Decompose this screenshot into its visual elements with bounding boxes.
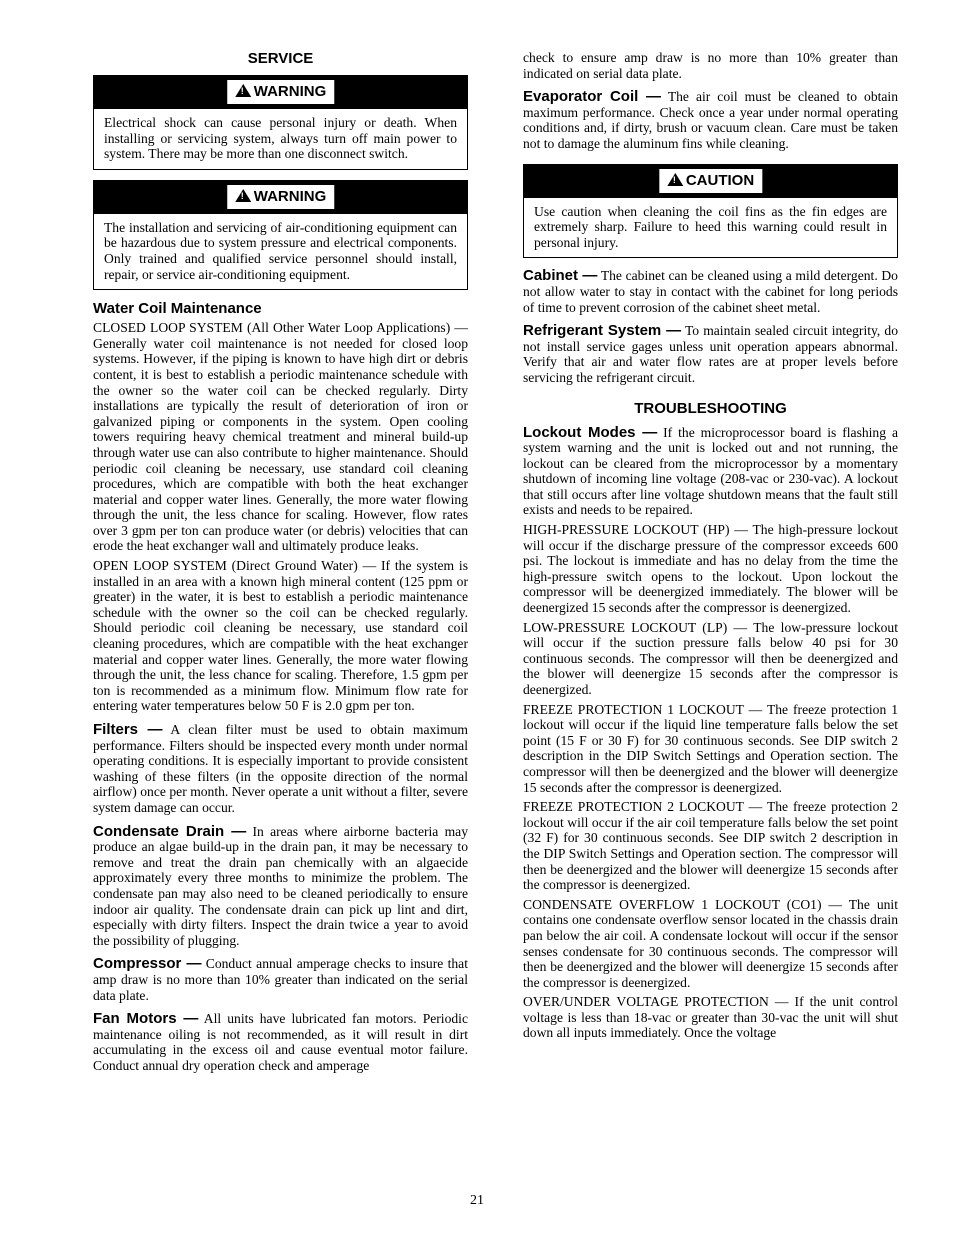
caution-label-text: CAUTION — [685, 171, 755, 189]
filters-text: A clean filter must be used to obtain maximum performance. Filters should be inspected every month under normal operating conditions. It is especially important to provide consistent washing of these filters (in the opposite direction of the normal airflow) once per month. Never operate a unit without a filter, severe system damage can occur. — [93, 722, 468, 815]
compressor-lead: Compressor — — [93, 955, 202, 973]
refrigerant-lead: Refrigerant System — — [523, 322, 682, 340]
evaporator-paragraph — [523, 89, 898, 151]
fan-motors-lead: Fan Motors — — [93, 1010, 199, 1028]
lockout-text: If the microprocessor board is flashing a system warning and the unit is locked out and not running, the lockout can be cleared from the microprocessor by a momentary shutdown of incoming line voltage (208-vac or 230-vac). A lockout that still occurs after line voltage shutdown means that the fault still exists and needs to be repaired. — [523, 424, 898, 518]
condensate-text: In areas where airborne bacteria may produce an algae build-up in the drain pan, it may be necessary to remove and treat the drain pan chemically with an algaecide approximately every three months to minimize the problem. The condensate pan may also need to be cleaned periodically to ensure indoor air quality. The condensate drain can pick up lint and dirt, especially with dirty filters. Inspect the drain twice a year to avoid the possibility of plugging. — [93, 823, 469, 948]
fp1-lockout-paragraph: FREEZE PROTECTION 1 LOCKOUT — The freeze protection 1 lockout will occur if the liquid line temperature falls below the set point (15 F or 30 F) for 30 continuous seconds. See DIP switch 2 description in the DIP Switch Settings and Operation section. The compressor will then be deenergized and the blower will deenergize 15 seconds after the compressor is deenergized. — [523, 701, 898, 795]
warning-text-1: Electrical shock can cause personal injury or death. When installing or servicing system, always turn off main power to system. There may be more than one disconnect switch. — [104, 115, 457, 162]
lp-lockout-paragraph: LOW-PRESSURE LOCKOUT (LP) — The low-pressure lockout will occur if the suction pressure falls below 40 psi for 30 continuous seconds. The compressor will then be deenergized and the blower will deenergize 15 seconds after the compressor is deenergized. — [523, 619, 898, 697]
warning-label-1 — [227, 80, 335, 104]
warning-triangle-icon — [235, 84, 251, 97]
hp-lockout-paragraph: HIGH-PRESSURE LOCKOUT (HP) — The high-pressure lockout will occur if the discharge pressure of the compressor exceeds 600 psi. The lockout is immediate and has no delay from the time the high-pressure switch opens to the lockout. Upon lockout the compressor will be deenergized immediately. The blower will be deenergized 15 seconds after the compressor is deenergized. — [523, 522, 898, 616]
warning-box-2 — [93, 180, 468, 290]
lockout-lead: Lockout Modes — — [523, 423, 658, 441]
evaporator-lead: Evaporator Coil — — [523, 88, 662, 106]
compressor-paragraph — [93, 956, 468, 1003]
cabinet-text: The cabinet can be cleaned using a mild detergent. Do not allow water to stay in contact with the cabinet for long periods of time to prevent corrosion of the cabinet sheet metal. — [523, 268, 898, 315]
page-number: 21 — [470, 1193, 484, 1208]
refrigerant-text: To maintain sealed circuit integrity, do not install service gages unless unit operation appears abnormal. Verify that air and water flow rates are at proper levels before servicing the refrigerant circuit. — [523, 323, 898, 385]
compressor-text: Conduct annual amperage checks to insure that amp draw is no more than 10% greater than indicated on the serial data plate. — [93, 956, 468, 1003]
caution-box-header — [524, 165, 897, 198]
warning-label-2-text: WARNING — [253, 187, 327, 205]
lockout-paragraph — [523, 425, 898, 519]
caution-text: Use caution when cleaning the coil fins as the fin edges are extremely sharp. Failure to heed this warning could result in personal injury. — [534, 203, 887, 250]
warning-label-2 — [227, 185, 335, 209]
warning-text-2: The installation and servicing of air-conditioning equipment can be hazardous due to system pressure and electrical components. Only trained and qualified service personnel should install, repair, or service air-conditioning equipment. — [104, 219, 457, 282]
continued-paragraph: check to ensure amp draw is no more than 10% greater than indicated on serial data plate. — [523, 50, 898, 81]
cabinet-paragraph — [523, 268, 898, 315]
left-column — [93, 50, 468, 1077]
warning-box-1-header — [94, 76, 467, 109]
warning-triangle-icon — [235, 189, 251, 202]
water-coil-heading: Water Coil Maintenance — [93, 300, 262, 318]
fp2-lockout-paragraph: FREEZE PROTECTION 2 LOCKOUT — The freeze protection 2 lockout will occur if the air coil temperature falls below the set point (32 F) for 30 continuous seconds. See DIP switch 2 description in the DIP Switch Settings and Operation section. The compressor will then be deenergized and the blower will deenergize 15 seconds after the compressor is deenergized. — [523, 799, 898, 893]
right-column — [523, 50, 898, 1045]
service-heading: SERVICE — [247, 50, 314, 67]
warning-box-2-header — [94, 181, 467, 214]
troubleshooting-heading: TROUBLESHOOTING — [634, 399, 787, 417]
filters-paragraph — [93, 722, 468, 816]
fan-motors-text: All units have lubricated fan motors. Periodic maintenance oiling is not recommended, as it will result in dirt accumulating in the excess oil and cause eventual motor failure. Conduct annual dry operation check and amperage — [93, 1011, 468, 1073]
cabinet-lead: Cabinet — — [523, 267, 598, 285]
closed-loop-paragraph: CLOSED LOOP SYSTEM (All Other Water Loop Applications) — Generally water coil maintenance is not needed for closed loop systems. However, if the piping is known to have high dirt or debris content, it is best to establish a periodic maintenance schedule with the owner so the water coil can be checked regularly. Dirty installations are typically the result of deterioration of iron or galvanized piping or components in the system. Open cooling towers requiring heavy chemical treatment and mineral build-up through water use can also contribute to higher maintenance. Should periodic coil cleaning be necessary, use standard coil cleaning procedures, which are compatible with both the heat exchanger material and copper water lines. Generally, the more water flowing through the unit, the less chance for scaling. However, flow rates over 3 gpm per ton can produce water (or debris) velocities that can erode the heat exchanger wall and ultimately produce leaks. — [93, 320, 468, 554]
warning-label-1-text: WARNING — [253, 83, 327, 100]
filters-lead: Filters — — [93, 721, 163, 738]
co1-lockout-paragraph: CONDENSATE OVERFLOW 1 LOCKOUT (CO1) — The unit contains one condensate overflow sensor located in the chassis drain pan below the air coil. A condensate lockout will occur if the sensor senses condensate for 30 continuous seconds. The compressor will then be deenergized and the blower will deenergize 15 seconds after the compressor is deenergized. — [523, 896, 898, 990]
evaporator-text: The air coil must be cleaned to obtain maximum performance. Check once a year under normal operating conditions and, if dirty, brush or vacuum clean. Care must be taken not to damage the aluminum fins while cleaning. — [523, 89, 898, 151]
fan-motors-paragraph — [93, 1011, 468, 1073]
voltage-protection-paragraph: OVER/UNDER VOLTAGE PROTECTION — If the unit control voltage is less than 18-vac or greater than 30-vac the unit will shut down all inputs immediately. Once the voltage — [523, 994, 898, 1041]
condensate-lead: Condensate Drain — — [93, 822, 247, 840]
open-loop-paragraph: OPEN LOOP SYSTEM (Direct Ground Water) — If the system is installed in an area with a known high mineral content (125 ppm or greater) in the water, it is best to establish a periodic maintenance schedule with the owner so the coil can be checked regularly. Should periodic coil cleaning be necessary, use standard coil cleaning procedures, which are compatible with the heat exchanger material and copper water lines. Generally, the more water flowing through the unit, the less chance for scaling. Therefore, 1.5 gpm per ton is recommended as a minimum flow. Minimum flow rate for entering water temperatures below 50 F is 2.0 gpm per ton. — [93, 558, 468, 714]
caution-box — [523, 164, 898, 259]
caution-label — [659, 169, 762, 193]
condensate-paragraph — [93, 824, 468, 949]
refrigerant-paragraph — [523, 323, 898, 385]
caution-triangle-icon — [667, 173, 683, 186]
warning-box-1 — [93, 75, 468, 170]
